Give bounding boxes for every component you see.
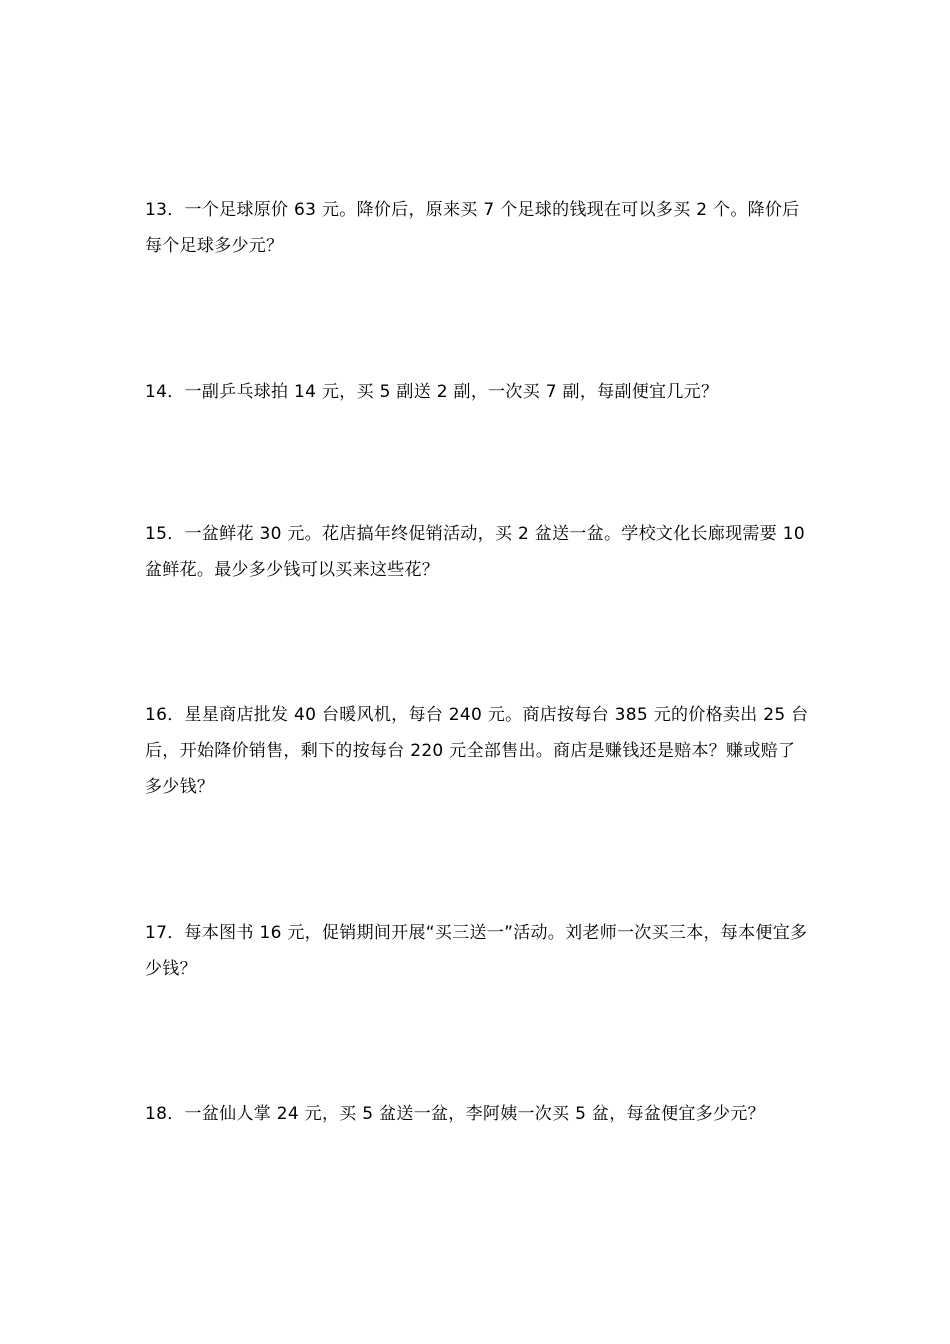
question-18 [145, 1096, 810, 1132]
question-number: 16． [145, 705, 185, 725]
question-text: 一副乒乓球拍 14 元，买 5 副送 2 副，一次买 7 副，每副便宜几元？ [184, 382, 719, 402]
question-14 [145, 374, 810, 410]
question-text: 一盆仙人掌 24 元，买 5 盆送一盆，李阿姨一次买 5 盆，每盆便宜多少元？ [184, 1104, 765, 1124]
question-number: 15． [145, 524, 185, 544]
question-15 [145, 516, 810, 588]
question-17 [145, 915, 810, 987]
question-text: 星星商店批发 40 台暖风机，每台 240 元。商店按每台 385 元的价格卖出 25 台后，开始降价销售，剩下的按每台 220 元全部售出。商店是赚钱还是赔本？赚或赔了多少钱？ [145, 705, 809, 797]
question-16 [145, 697, 810, 805]
question-13 [145, 192, 810, 264]
question-number: 17． [145, 923, 185, 943]
question-text: 每本图书 16 元，促销期间开展“买三送一”活动。刘老师一次买三本，每本便宜多少钱？ [145, 923, 808, 979]
question-number: 13． [145, 200, 185, 220]
question-text: 一盆鲜花 30 元。花店搞年终促销活动，买 2 盆送一盆。学校文化长廊现需要 10 盆鲜花。最少多少钱可以买来这些花？ [145, 524, 805, 580]
question-number: 14． [145, 382, 185, 402]
question-number: 18． [145, 1104, 185, 1124]
question-text: 一个足球原价 63 元。降价后，原来买 7 个足球的钱现在可以多买 2 个。降价后每个足球多少元？ [145, 200, 800, 256]
